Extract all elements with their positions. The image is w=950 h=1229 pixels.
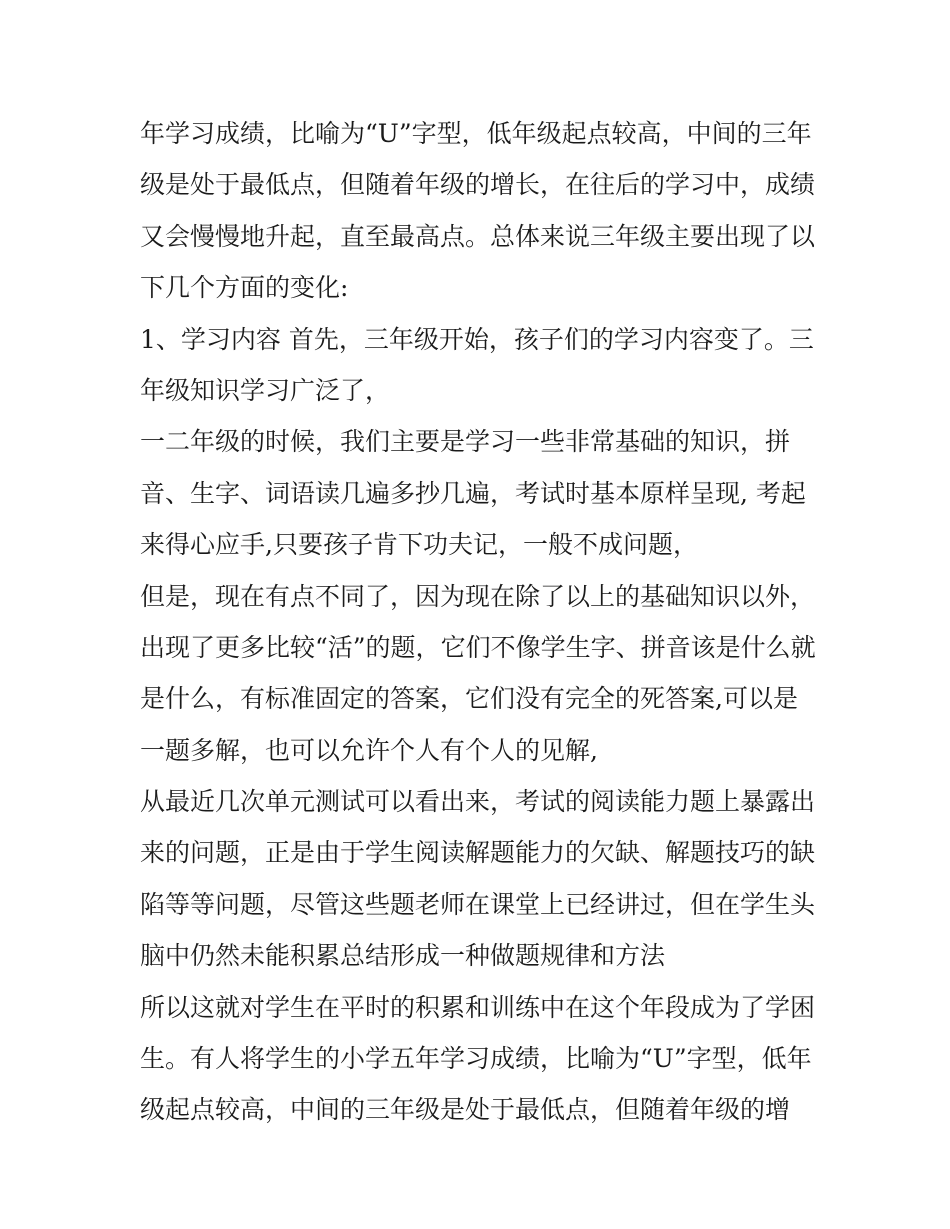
text-line: 一题多解，也可以允许个人有个人的见解, (140, 735, 598, 765)
text-line: 年级知识学习广泛了， (140, 375, 391, 405)
text-line: 来的问题，正是由于学生阅读解题能力的欠缺、解题技巧的缺 (140, 838, 816, 868)
text-line: 是什么，有标准固定的答案，它们没有完全的死答案,可以是 (140, 684, 798, 714)
text-line: 年学习成绩，比喻为“U”字型，低年级起点较高，中间的三年 (140, 119, 812, 148)
text-line: 出现了更多比较“活”的题，它们不像学生字、拼音该是什么就 (140, 632, 816, 662)
text-line: 从最近几次单元测试可以看出来，考试的阅读能力题上暴露出 (140, 787, 816, 817)
text-line: 一二年级的时候，我们主要是学习一些非常基础的知识，拼 (140, 427, 791, 457)
text-line: 但是，现在有点不同了，因为现在除了以上的基础知识以外， (140, 581, 816, 611)
text-line: 1、学习内容 首先，三年级开始，孩子们的学习内容变了。三 (140, 324, 814, 354)
text-line: 级是处于最低点，但随着年级的增长，在往后的学习中，成绩 (140, 170, 816, 200)
text-line: 生。有人将学生的小学五年学习成绩，比喻为“U”字型，低年 (140, 1044, 812, 1074)
text-line: 级起点较高，中间的三年级是处于最低点，但随着年级的增 (140, 1095, 791, 1125)
text-line: 陷等等问题，尽管这些题老师在课堂上已经讲过，但在学生头 (140, 889, 816, 919)
text-line: 来得心应手,只要孩子肯下功夫记，一般不成问题， (140, 530, 698, 560)
body-text (140, 108, 820, 1136)
text-line: 下几个方面的变化: (140, 273, 349, 303)
text-line: 音、生字、词语读几遍多抄几遍，考试时基本原样呈现, 考起 (140, 478, 806, 508)
text-line: 又会慢慢地升起，直至最高点。总体来说三年级主要出现了以 (140, 221, 816, 251)
text-line: 所以这就对学生在平时的积累和训练中在这个年段成为了学困 (140, 992, 816, 1022)
text-line: 脑中仍然未能积累总结形成一种做题规律和方法 (140, 941, 666, 971)
